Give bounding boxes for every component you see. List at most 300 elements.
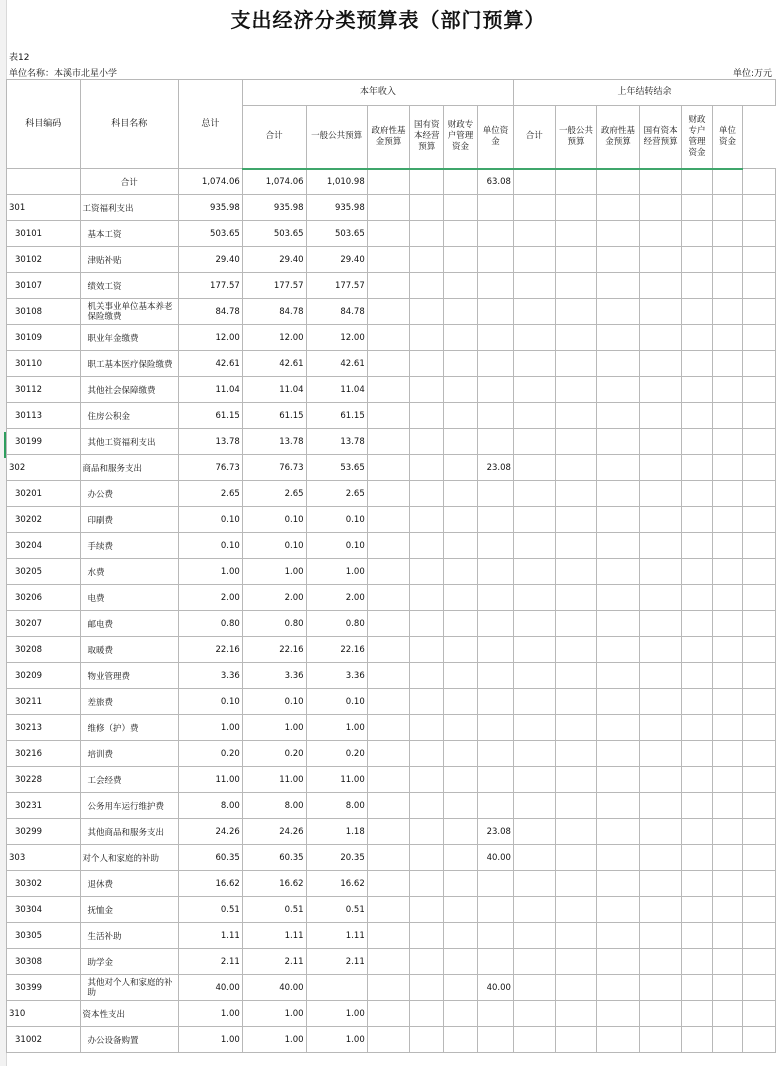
- carryover-cell[interactable]: [682, 325, 712, 351]
- carryover-cell[interactable]: [639, 221, 682, 247]
- total-cell[interactable]: 0.51: [179, 897, 243, 923]
- carryover-cell[interactable]: [682, 793, 712, 819]
- carryover-cell[interactable]: [743, 845, 776, 871]
- income-fund-cell[interactable]: [367, 923, 410, 949]
- carryover-cell[interactable]: [712, 689, 742, 715]
- carryover-cell[interactable]: [682, 455, 712, 481]
- carryover-cell[interactable]: [555, 689, 597, 715]
- carryover-cell[interactable]: [639, 975, 682, 1001]
- carryover-cell[interactable]: [639, 455, 682, 481]
- income-fund-cell[interactable]: [367, 741, 410, 767]
- income-general-cell[interactable]: 1.00: [306, 1027, 367, 1053]
- carryover-cell[interactable]: [555, 247, 597, 273]
- carryover-cell[interactable]: [712, 793, 742, 819]
- carryover-cell[interactable]: [743, 273, 776, 299]
- income-general-cell[interactable]: 11.00: [306, 767, 367, 793]
- carryover-cell[interactable]: [639, 767, 682, 793]
- income-sum-cell[interactable]: 3.36: [242, 663, 306, 689]
- carryover-cell[interactable]: [743, 299, 776, 325]
- carryover-cell[interactable]: [712, 429, 742, 455]
- total-cell[interactable]: 40.00: [179, 975, 243, 1001]
- income-unit-cell[interactable]: 63.08: [477, 169, 513, 195]
- income-capital-cell[interactable]: [410, 923, 444, 949]
- income-unit-cell[interactable]: [477, 767, 513, 793]
- carryover-cell[interactable]: [513, 611, 555, 637]
- total-cell[interactable]: 11.04: [179, 377, 243, 403]
- total-cell[interactable]: 503.65: [179, 221, 243, 247]
- income-fund-cell[interactable]: [367, 455, 410, 481]
- carryover-cell[interactable]: [555, 195, 597, 221]
- carryover-cell[interactable]: [597, 429, 640, 455]
- total-cell[interactable]: 12.00: [179, 325, 243, 351]
- carryover-cell[interactable]: [682, 585, 712, 611]
- code-cell[interactable]: 30110: [7, 351, 81, 377]
- total-cell[interactable]: 935.98: [179, 195, 243, 221]
- income-unit-cell[interactable]: [477, 247, 513, 273]
- carryover-cell[interactable]: [712, 559, 742, 585]
- carryover-cell[interactable]: [639, 481, 682, 507]
- income-special-cell[interactable]: [444, 819, 478, 845]
- carryover-cell[interactable]: [682, 975, 712, 1001]
- carryover-cell[interactable]: [682, 169, 712, 195]
- income-general-cell[interactable]: 1.00: [306, 715, 367, 741]
- code-cell[interactable]: 30205: [7, 559, 81, 585]
- carryover-cell[interactable]: [682, 533, 712, 559]
- carryover-cell[interactable]: [682, 767, 712, 793]
- income-unit-cell[interactable]: [477, 585, 513, 611]
- carryover-cell[interactable]: [597, 585, 640, 611]
- code-cell[interactable]: 302: [7, 455, 81, 481]
- income-general-cell[interactable]: 0.10: [306, 533, 367, 559]
- name-cell[interactable]: 电费: [80, 585, 178, 611]
- income-general-cell[interactable]: 16.62: [306, 871, 367, 897]
- carryover-cell[interactable]: [639, 819, 682, 845]
- carryover-cell[interactable]: [555, 455, 597, 481]
- income-unit-cell[interactable]: [477, 351, 513, 377]
- carryover-cell[interactable]: [639, 949, 682, 975]
- income-unit-cell[interactable]: [477, 871, 513, 897]
- income-special-cell[interactable]: [444, 871, 478, 897]
- income-special-cell[interactable]: [444, 247, 478, 273]
- income-fund-cell[interactable]: [367, 325, 410, 351]
- carryover-cell[interactable]: [712, 195, 742, 221]
- carryover-cell[interactable]: [743, 1001, 776, 1027]
- income-special-cell[interactable]: [444, 845, 478, 871]
- code-cell[interactable]: 30109: [7, 325, 81, 351]
- carryover-cell[interactable]: [555, 377, 597, 403]
- carryover-cell[interactable]: [682, 663, 712, 689]
- income-sum-cell[interactable]: 16.62: [242, 871, 306, 897]
- income-capital-cell[interactable]: [410, 741, 444, 767]
- income-fund-cell[interactable]: [367, 715, 410, 741]
- income-fund-cell[interactable]: [367, 611, 410, 637]
- carryover-cell[interactable]: [555, 533, 597, 559]
- income-special-cell[interactable]: [444, 923, 478, 949]
- carryover-cell[interactable]: [513, 507, 555, 533]
- code-cell[interactable]: 30206: [7, 585, 81, 611]
- income-sum-cell[interactable]: 8.00: [242, 793, 306, 819]
- carryover-cell[interactable]: [513, 273, 555, 299]
- name-cell[interactable]: 其他社会保障缴费: [80, 377, 178, 403]
- income-general-cell[interactable]: [306, 975, 367, 1001]
- income-fund-cell[interactable]: [367, 299, 410, 325]
- total-cell[interactable]: 0.80: [179, 611, 243, 637]
- income-fund-cell[interactable]: [367, 429, 410, 455]
- code-cell[interactable]: 30199: [7, 429, 81, 455]
- carryover-cell[interactable]: [682, 949, 712, 975]
- carryover-cell[interactable]: [597, 507, 640, 533]
- income-fund-cell[interactable]: [367, 221, 410, 247]
- carryover-cell[interactable]: [555, 507, 597, 533]
- income-special-cell[interactable]: [444, 377, 478, 403]
- carryover-cell[interactable]: [555, 871, 597, 897]
- income-sum-cell[interactable]: 22.16: [242, 637, 306, 663]
- name-cell[interactable]: 其他工资福利支出: [80, 429, 178, 455]
- income-special-cell[interactable]: [444, 299, 478, 325]
- carryover-cell[interactable]: [743, 325, 776, 351]
- total-cell[interactable]: 13.78: [179, 429, 243, 455]
- carryover-cell[interactable]: [597, 481, 640, 507]
- code-cell[interactable]: 30108: [7, 299, 81, 325]
- income-special-cell[interactable]: [444, 949, 478, 975]
- carryover-cell[interactable]: [639, 299, 682, 325]
- carryover-cell[interactable]: [712, 1001, 742, 1027]
- carryover-cell[interactable]: [712, 455, 742, 481]
- carryover-cell[interactable]: [639, 403, 682, 429]
- carryover-cell[interactable]: [743, 429, 776, 455]
- carryover-cell[interactable]: [712, 481, 742, 507]
- income-general-cell[interactable]: 13.78: [306, 429, 367, 455]
- carryover-cell[interactable]: [682, 377, 712, 403]
- income-capital-cell[interactable]: [410, 637, 444, 663]
- total-cell[interactable]: 2.65: [179, 481, 243, 507]
- income-special-cell[interactable]: [444, 351, 478, 377]
- income-special-cell[interactable]: [444, 481, 478, 507]
- income-fund-cell[interactable]: [367, 507, 410, 533]
- code-cell[interactable]: 30204: [7, 533, 81, 559]
- code-cell[interactable]: 30101: [7, 221, 81, 247]
- income-capital-cell[interactable]: [410, 403, 444, 429]
- name-cell[interactable]: 资本性支出: [80, 1001, 178, 1027]
- carryover-cell[interactable]: [712, 715, 742, 741]
- income-fund-cell[interactable]: [367, 1001, 410, 1027]
- name-cell[interactable]: 生活补助: [80, 923, 178, 949]
- income-unit-cell[interactable]: [477, 741, 513, 767]
- income-special-cell[interactable]: [444, 585, 478, 611]
- carryover-cell[interactable]: [597, 793, 640, 819]
- carryover-cell[interactable]: [555, 975, 597, 1001]
- total-cell[interactable]: 22.16: [179, 637, 243, 663]
- total-cell[interactable]: 1.00: [179, 1027, 243, 1053]
- carryover-cell[interactable]: [555, 273, 597, 299]
- code-cell[interactable]: 30399: [7, 975, 81, 1001]
- carryover-cell[interactable]: [597, 1001, 640, 1027]
- carryover-cell[interactable]: [513, 221, 555, 247]
- name-cell[interactable]: 津贴补贴: [80, 247, 178, 273]
- code-cell[interactable]: 30113: [7, 403, 81, 429]
- income-special-cell[interactable]: [444, 767, 478, 793]
- carryover-cell[interactable]: [555, 793, 597, 819]
- carryover-cell[interactable]: [555, 429, 597, 455]
- carryover-cell[interactable]: [639, 845, 682, 871]
- income-sum-cell[interactable]: 503.65: [242, 221, 306, 247]
- income-fund-cell[interactable]: [367, 845, 410, 871]
- income-unit-cell[interactable]: [477, 715, 513, 741]
- code-cell[interactable]: 30208: [7, 637, 81, 663]
- income-general-cell[interactable]: 1.00: [306, 559, 367, 585]
- carryover-cell[interactable]: [513, 637, 555, 663]
- total-cell[interactable]: 1.11: [179, 923, 243, 949]
- carryover-cell[interactable]: [743, 169, 776, 195]
- income-special-cell[interactable]: [444, 169, 478, 195]
- code-cell[interactable]: 30299: [7, 819, 81, 845]
- name-cell[interactable]: 职工基本医疗保险缴费: [80, 351, 178, 377]
- total-cell[interactable]: 84.78: [179, 299, 243, 325]
- carryover-cell[interactable]: [555, 481, 597, 507]
- income-sum-cell[interactable]: 42.61: [242, 351, 306, 377]
- code-cell[interactable]: 30305: [7, 923, 81, 949]
- income-unit-cell[interactable]: [477, 299, 513, 325]
- carryover-cell[interactable]: [513, 533, 555, 559]
- carryover-cell[interactable]: [555, 845, 597, 871]
- carryover-cell[interactable]: [743, 195, 776, 221]
- income-general-cell[interactable]: 0.10: [306, 507, 367, 533]
- carryover-cell[interactable]: [743, 585, 776, 611]
- income-general-cell[interactable]: 503.65: [306, 221, 367, 247]
- carryover-cell[interactable]: [712, 1027, 742, 1053]
- carryover-cell[interactable]: [682, 689, 712, 715]
- income-special-cell[interactable]: [444, 533, 478, 559]
- carryover-cell[interactable]: [743, 559, 776, 585]
- carryover-cell[interactable]: [639, 663, 682, 689]
- carryover-cell[interactable]: [597, 351, 640, 377]
- carryover-cell[interactable]: [712, 897, 742, 923]
- income-sum-cell[interactable]: 12.00: [242, 325, 306, 351]
- name-cell[interactable]: 物业管理费: [80, 663, 178, 689]
- carryover-cell[interactable]: [513, 559, 555, 585]
- total-cell[interactable]: 0.10: [179, 507, 243, 533]
- carryover-cell[interactable]: [513, 741, 555, 767]
- income-special-cell[interactable]: [444, 663, 478, 689]
- carryover-cell[interactable]: [743, 1027, 776, 1053]
- income-unit-cell[interactable]: [477, 923, 513, 949]
- carryover-cell[interactable]: [513, 663, 555, 689]
- income-sum-cell[interactable]: 2.65: [242, 481, 306, 507]
- income-sum-cell[interactable]: 1.00: [242, 1027, 306, 1053]
- carryover-cell[interactable]: [513, 169, 555, 195]
- name-cell[interactable]: 其他对个人和家庭的补助: [80, 975, 178, 1001]
- carryover-cell[interactable]: [743, 455, 776, 481]
- carryover-cell[interactable]: [743, 793, 776, 819]
- income-special-cell[interactable]: [444, 195, 478, 221]
- carryover-cell[interactable]: [513, 455, 555, 481]
- carryover-cell[interactable]: [639, 195, 682, 221]
- carryover-cell[interactable]: [513, 195, 555, 221]
- carryover-cell[interactable]: [682, 1027, 712, 1053]
- carryover-cell[interactable]: [682, 715, 712, 741]
- carryover-cell[interactable]: [682, 559, 712, 585]
- income-unit-cell[interactable]: [477, 949, 513, 975]
- income-fund-cell[interactable]: [367, 793, 410, 819]
- income-fund-cell[interactable]: [367, 819, 410, 845]
- name-cell[interactable]: 公务用车运行维护费: [80, 793, 178, 819]
- carryover-cell[interactable]: [712, 273, 742, 299]
- total-cell[interactable]: 2.00: [179, 585, 243, 611]
- income-special-cell[interactable]: [444, 611, 478, 637]
- income-general-cell[interactable]: 22.16: [306, 637, 367, 663]
- income-unit-cell[interactable]: [477, 793, 513, 819]
- carryover-cell[interactable]: [555, 819, 597, 845]
- carryover-cell[interactable]: [639, 429, 682, 455]
- carryover-cell[interactable]: [555, 611, 597, 637]
- carryover-cell[interactable]: [743, 689, 776, 715]
- income-unit-cell[interactable]: [477, 1001, 513, 1027]
- code-cell[interactable]: 30308: [7, 949, 81, 975]
- code-cell[interactable]: 30228: [7, 767, 81, 793]
- income-sum-cell[interactable]: 24.26: [242, 819, 306, 845]
- carryover-cell[interactable]: [597, 611, 640, 637]
- carryover-cell[interactable]: [513, 793, 555, 819]
- income-general-cell[interactable]: 20.35: [306, 845, 367, 871]
- income-fund-cell[interactable]: [367, 689, 410, 715]
- carryover-cell[interactable]: [555, 741, 597, 767]
- carryover-cell[interactable]: [513, 871, 555, 897]
- income-fund-cell[interactable]: [367, 169, 410, 195]
- income-sum-cell[interactable]: 0.80: [242, 611, 306, 637]
- carryover-cell[interactable]: [513, 585, 555, 611]
- carryover-cell[interactable]: [513, 377, 555, 403]
- carryover-cell[interactable]: [639, 377, 682, 403]
- total-cell[interactable]: 1.00: [179, 1001, 243, 1027]
- carryover-cell[interactable]: [712, 845, 742, 871]
- income-capital-cell[interactable]: [410, 897, 444, 923]
- carryover-cell[interactable]: [639, 273, 682, 299]
- carryover-cell[interactable]: [555, 637, 597, 663]
- income-sum-cell[interactable]: 40.00: [242, 975, 306, 1001]
- income-fund-cell[interactable]: [367, 767, 410, 793]
- income-sum-cell[interactable]: 61.15: [242, 403, 306, 429]
- income-capital-cell[interactable]: [410, 845, 444, 871]
- income-sum-cell[interactable]: 1.00: [242, 715, 306, 741]
- income-special-cell[interactable]: [444, 1001, 478, 1027]
- income-special-cell[interactable]: [444, 325, 478, 351]
- income-special-cell[interactable]: [444, 1027, 478, 1053]
- carryover-cell[interactable]: [682, 741, 712, 767]
- carryover-cell[interactable]: [682, 195, 712, 221]
- income-sum-cell[interactable]: 11.00: [242, 767, 306, 793]
- carryover-cell[interactable]: [597, 663, 640, 689]
- name-cell[interactable]: 退休费: [80, 871, 178, 897]
- income-sum-cell[interactable]: 1,074.06: [242, 169, 306, 195]
- carryover-cell[interactable]: [743, 819, 776, 845]
- income-general-cell[interactable]: 11.04: [306, 377, 367, 403]
- carryover-cell[interactable]: [597, 221, 640, 247]
- total-cell[interactable]: 3.36: [179, 663, 243, 689]
- carryover-cell[interactable]: [597, 273, 640, 299]
- income-fund-cell[interactable]: [367, 637, 410, 663]
- carryover-cell[interactable]: [712, 741, 742, 767]
- income-special-cell[interactable]: [444, 273, 478, 299]
- code-cell[interactable]: 30216: [7, 741, 81, 767]
- income-fund-cell[interactable]: [367, 949, 410, 975]
- income-general-cell[interactable]: 0.51: [306, 897, 367, 923]
- carryover-cell[interactable]: [639, 689, 682, 715]
- income-capital-cell[interactable]: [410, 975, 444, 1001]
- carryover-cell[interactable]: [743, 741, 776, 767]
- carryover-cell[interactable]: [743, 533, 776, 559]
- carryover-cell[interactable]: [712, 403, 742, 429]
- carryover-cell[interactable]: [513, 403, 555, 429]
- income-general-cell[interactable]: 8.00: [306, 793, 367, 819]
- income-capital-cell[interactable]: [410, 299, 444, 325]
- carryover-cell[interactable]: [743, 611, 776, 637]
- income-fund-cell[interactable]: [367, 273, 410, 299]
- code-cell[interactable]: 30211: [7, 689, 81, 715]
- carryover-cell[interactable]: [639, 741, 682, 767]
- income-unit-cell[interactable]: [477, 221, 513, 247]
- income-capital-cell[interactable]: [410, 429, 444, 455]
- income-general-cell[interactable]: 0.80: [306, 611, 367, 637]
- carryover-cell[interactable]: [597, 819, 640, 845]
- income-fund-cell[interactable]: [367, 975, 410, 1001]
- carryover-cell[interactable]: [555, 325, 597, 351]
- income-unit-cell[interactable]: [477, 325, 513, 351]
- income-sum-cell[interactable]: 0.10: [242, 507, 306, 533]
- income-capital-cell[interactable]: [410, 195, 444, 221]
- total-cell[interactable]: 1.00: [179, 559, 243, 585]
- carryover-cell[interactable]: [712, 767, 742, 793]
- income-capital-cell[interactable]: [410, 507, 444, 533]
- carryover-cell[interactable]: [682, 871, 712, 897]
- carryover-cell[interactable]: [639, 507, 682, 533]
- carryover-cell[interactable]: [682, 403, 712, 429]
- code-cell[interactable]: 310: [7, 1001, 81, 1027]
- income-capital-cell[interactable]: [410, 377, 444, 403]
- carryover-cell[interactable]: [682, 923, 712, 949]
- carryover-cell[interactable]: [682, 611, 712, 637]
- income-general-cell[interactable]: 61.15: [306, 403, 367, 429]
- income-unit-cell[interactable]: [477, 611, 513, 637]
- name-cell[interactable]: 维修（护）费: [80, 715, 178, 741]
- carryover-cell[interactable]: [712, 637, 742, 663]
- carryover-cell[interactable]: [712, 871, 742, 897]
- carryover-cell[interactable]: [597, 247, 640, 273]
- carryover-cell[interactable]: [743, 507, 776, 533]
- name-cell[interactable]: 办公费: [80, 481, 178, 507]
- carryover-cell[interactable]: [555, 403, 597, 429]
- carryover-cell[interactable]: [597, 923, 640, 949]
- income-capital-cell[interactable]: [410, 247, 444, 273]
- income-unit-cell[interactable]: [477, 273, 513, 299]
- carryover-cell[interactable]: [513, 351, 555, 377]
- income-capital-cell[interactable]: [410, 689, 444, 715]
- carryover-cell[interactable]: [513, 429, 555, 455]
- name-cell[interactable]: 邮电费: [80, 611, 178, 637]
- carryover-cell[interactable]: [743, 481, 776, 507]
- income-sum-cell[interactable]: 60.35: [242, 845, 306, 871]
- income-unit-cell[interactable]: [477, 897, 513, 923]
- carryover-cell[interactable]: [597, 715, 640, 741]
- carryover-cell[interactable]: [712, 507, 742, 533]
- income-special-cell[interactable]: [444, 637, 478, 663]
- income-capital-cell[interactable]: [410, 611, 444, 637]
- carryover-cell[interactable]: [639, 533, 682, 559]
- carryover-cell[interactable]: [743, 949, 776, 975]
- carryover-cell[interactable]: [712, 325, 742, 351]
- income-special-cell[interactable]: [444, 715, 478, 741]
- income-unit-cell[interactable]: [477, 195, 513, 221]
- carryover-cell[interactable]: [555, 767, 597, 793]
